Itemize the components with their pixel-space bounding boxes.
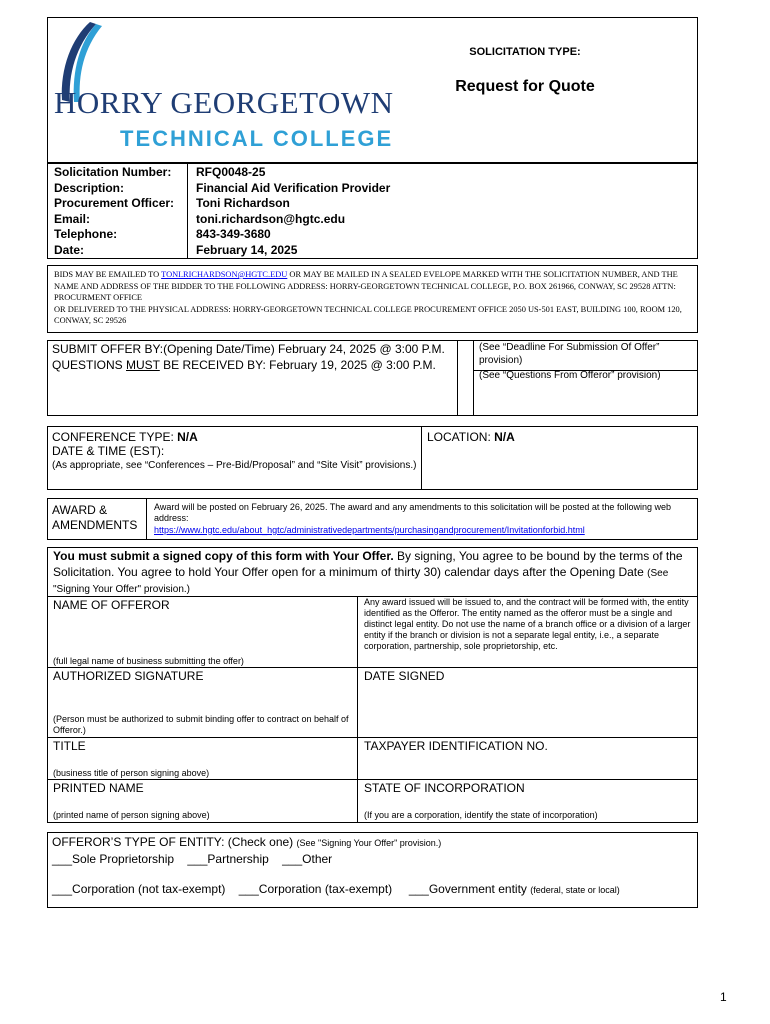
info-row-date: Date: February 14, 2025 bbox=[54, 242, 298, 257]
logo-line2: TECHNICAL COLLEGE bbox=[120, 126, 394, 151]
printed-name-note: (printed name of person signing above) bbox=[53, 810, 210, 820]
submit-provision-notes bbox=[479, 342, 695, 383]
page-number: 1 bbox=[720, 990, 727, 1004]
questions-deadline: QUESTIONS MUST BE RECEIVED BY: February 19, 2025 @ 3:00 P.M. bbox=[52, 357, 436, 372]
state-incorporation-note: (If you are a corporation, identify the state of incorporation) bbox=[364, 810, 598, 820]
deadline-provision-note: (See “Deadline For Submission Of Offer” provision) bbox=[479, 342, 660, 366]
logo-line1: HORRY GEORGETOWN bbox=[54, 85, 394, 120]
conference-divider bbox=[421, 426, 422, 490]
conference-location: LOCATION: N/A bbox=[427, 430, 515, 444]
conference-type: CONFERENCE TYPE: N/A bbox=[52, 430, 198, 444]
printed-name-title: PRINTED NAME bbox=[53, 781, 144, 795]
state-incorporation-title: STATE OF INCORPORATION bbox=[364, 781, 525, 795]
award-divider bbox=[146, 498, 147, 540]
questions-provision-note: (See “Questions From Offeror” provision) bbox=[479, 370, 661, 381]
offeror-name-note: (full legal name of business submitting the offer) bbox=[53, 656, 244, 666]
bids-instructions-box bbox=[47, 265, 698, 333]
conference-info bbox=[52, 430, 418, 458]
conference-datetime: DATE & TIME (EST): bbox=[52, 444, 165, 458]
entity-options-row1: ___Sole Proprietorship ___Partnership ___Other bbox=[52, 851, 333, 866]
offer-grid-vertical bbox=[357, 596, 358, 823]
title-field-note: (business title of person signing above) bbox=[53, 768, 210, 778]
authorized-signature-note: (Person must be authorized to submit binding offer to contract on behalf of Offeror.) bbox=[53, 714, 349, 735]
taxpayer-id-title: TAXPAYER IDENTIFICATION NO. bbox=[364, 739, 548, 753]
submit-divider-2 bbox=[473, 340, 474, 416]
submit-divider-1 bbox=[457, 340, 458, 416]
offer-grid-line-2 bbox=[47, 737, 698, 738]
solicitation-type-value: Request for Quote bbox=[455, 78, 595, 95]
date-signed-title: DATE SIGNED bbox=[364, 669, 445, 683]
entity-type-label: OFFEROR’S TYPE OF ENTITY: (Check one) (See "Signing Your Offer" provision.) bbox=[52, 835, 442, 849]
title-field-title: TITLE bbox=[53, 739, 86, 753]
submit-offer-by: SUBMIT OFFER BY:(Opening Date/Time) February 24, 2025 @ 3:00 P.M. bbox=[52, 342, 445, 356]
logo-swoosh-icon bbox=[50, 18, 394, 158]
award-url-link[interactable]: https://www.hgtc.edu/about_hgtc/administrativedepartments/purchasingandprocurement/Invitationforbid.html bbox=[154, 524, 585, 535]
entity-options-row2: ___Corporation (not tax-exempt) ___Corporation (tax-exempt) ___Government entity (federal, state or local) bbox=[52, 882, 620, 896]
info-row-email: Email: toni.richardson@hgtc.edu bbox=[54, 211, 346, 226]
authorized-signature-title: AUTHORIZED SIGNATURE bbox=[53, 669, 204, 683]
bids-email-link[interactable]: TONI.RICHARDSON@HGTC.EDU bbox=[161, 270, 288, 279]
info-row-description: Description: Financial Aid Verification Provider bbox=[54, 180, 391, 195]
offeror-name-title: NAME OF OFFEROR bbox=[53, 598, 170, 612]
award-label: AWARD & AMENDMENTS bbox=[52, 503, 138, 532]
bids-physical-address: OR DELIVERED TO THE PHYSICAL ADDRESS: HORRY-GEORGETOWN TECHNICAL COLLEGE PROCUREMENT OFFICE 2050 US-501 EAST, BUILDING 100, ROOM 120, CONWAY, SC 29526 bbox=[54, 304, 682, 325]
info-divider bbox=[187, 163, 188, 259]
submit-deadlines bbox=[52, 342, 462, 373]
solicitation-type-label: SOLICITATION TYPE: bbox=[469, 46, 581, 58]
info-row-number: Solicitation Number: RFQ0048-25 bbox=[54, 165, 266, 179]
entity-type-options bbox=[52, 835, 692, 899]
offer-intro: You must submit a signed copy of this form with Your Offer. By signing, You agree to be bound by the terms of the Solicitation. You agree to hold Your Offer open for a minimum of thirty 30) calendar days after the Opening Date (See "Signing Your Offer" provision.) bbox=[53, 549, 683, 595]
info-row-officer: Procurement Officer: Toni Richardson bbox=[54, 196, 290, 210]
award-text: Award will be posted on February 26, 2025. The award and any amendments to this solicitation will be posted at the following web address: https://www.hgtc.edu/about_hgtc/administrativedepartments/purchasingandprocurement/Invitationforbid.html bbox=[154, 502, 671, 535]
info-row-telephone: Telephone: 843-349-3680 bbox=[54, 227, 271, 241]
bids-text: BIDS MAY BE EMAILED TO TONI.RICHARDSON@HGTC.EDU OR MAY BE MAILED IN A SEALED EVELOPE MARKED WITH THE SOLICITATION NUMBER, AND THE NAME AND ADDRESS OF THE BIDDER TO THE FOLLOWING ADDRESS: HORRY-GEORGETOWN TECHNICAL COLLEGE, P.O. BOX 261966, CONWAY, SC 29528 ATTN: PROCURMENT OFFICE OR DELIVERED TO THE PHYSICAL ADDRESS: HORRY-GEORGETOWN TECHNICAL COLLEGE PROCUREMENT OFFICE 2050 US-501 EAST, BUILDING 100, ROOM 120, CONWAY, SC 29526 bbox=[54, 270, 682, 325]
offer-grid-line-3 bbox=[47, 779, 698, 780]
offer-grid-line-1 bbox=[47, 667, 698, 668]
conference-note: (As appropriate, see “Conferences – Pre-Bid/Proposal” and “Site Visit” provisions.) bbox=[52, 460, 417, 471]
offeror-award-note: Any award issued will be issued to, and the contract will be formed with, the entity identified as the Offeror. The entity named as the offeror must be a single and distinct legal entity. Do not use the name of a branch office or a division of a larger entity if the branch or division is not a separate legal entity, i.e., a separate corporation, partnership, sole proprietorship, etc. bbox=[364, 597, 691, 651]
solicitation-info-box bbox=[47, 163, 698, 259]
college-logo bbox=[50, 18, 394, 158]
